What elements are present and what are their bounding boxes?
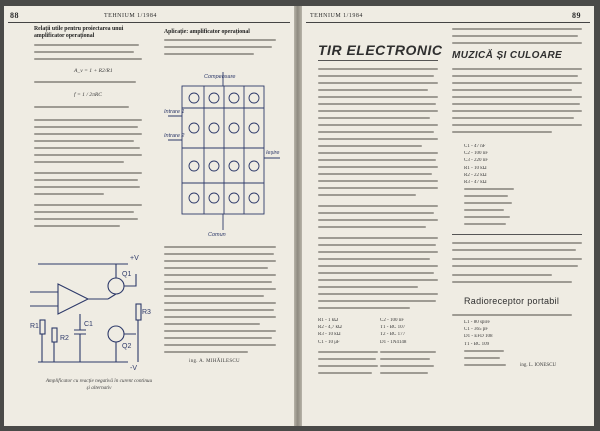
- page-number-left: 88: [10, 11, 19, 20]
- text-line: [452, 274, 552, 276]
- text-line: [164, 267, 268, 269]
- text-line: [34, 58, 142, 60]
- text-line: [34, 172, 142, 174]
- text-line: [34, 204, 142, 206]
- text-line: [164, 274, 276, 276]
- text-line: [464, 364, 506, 366]
- text-line: [34, 81, 136, 83]
- text-line: [318, 159, 436, 161]
- text-line: [318, 152, 438, 154]
- formula-1: A_v = 1 + R2/R1: [74, 68, 113, 74]
- radio-components: [464, 320, 534, 349]
- tir-component: R1 - 1 kΩ: [318, 318, 338, 323]
- text-line: [318, 205, 438, 207]
- article-title-radioreceptor: Radioreceptor portabil: [464, 296, 560, 306]
- schematic-label-common: Comun: [208, 232, 226, 238]
- amplifier-circuit-diagram: [18, 244, 158, 374]
- text-line: [380, 372, 428, 374]
- text-line: [452, 68, 582, 70]
- muzica-component: C1 - 47 nF: [464, 144, 486, 149]
- tir-component: T2 - BC 177: [380, 332, 406, 338]
- muzica-components: [464, 144, 544, 187]
- page-number-right: 89: [572, 11, 581, 20]
- text-line: [452, 42, 582, 44]
- text-line: [34, 126, 138, 128]
- header-rule-left: [8, 22, 290, 23]
- muzica-component: R2 - 22 kΩ: [464, 172, 487, 178]
- text-line: [318, 180, 438, 182]
- text-line: [318, 96, 438, 98]
- tir-component: C2 - 100 nF: [380, 318, 405, 323]
- text-line: [318, 82, 438, 84]
- article-title-tir-electronic: TIR ELECTRONIC: [318, 42, 443, 58]
- muzica-component: R3 - 47 kΩ: [464, 179, 487, 185]
- text-line: [34, 154, 142, 156]
- schematic-label-output: Ieșire: [266, 150, 280, 156]
- text-line: [318, 89, 428, 91]
- tir-component: R2 - 4,7 kΩ: [318, 325, 342, 331]
- binding-gutter: [294, 6, 302, 426]
- tir-components-col1: [318, 318, 378, 347]
- text-line: [164, 53, 254, 55]
- text-line: [318, 237, 438, 239]
- header-rule-right: [306, 22, 590, 23]
- text-line: [318, 279, 438, 281]
- label-minus-v: -V: [130, 365, 137, 372]
- text-line: [318, 293, 438, 295]
- text-line: [318, 187, 438, 189]
- tir-component: C1 - 10 μF: [318, 339, 340, 345]
- text-line: [318, 258, 430, 260]
- schematic-label-input2: Intrare 2: [164, 133, 185, 139]
- text-line: [164, 344, 276, 346]
- text-line: [318, 286, 418, 288]
- text-line: [318, 307, 410, 309]
- text-line: [318, 251, 438, 253]
- right-page: [302, 6, 594, 426]
- text-line: [464, 209, 504, 211]
- article2-signature: ing. A. MIHĂILESCU: [189, 359, 240, 364]
- text-line: [164, 46, 272, 48]
- text-line: [318, 166, 438, 168]
- text-line: [34, 106, 129, 108]
- text-line: [452, 281, 572, 283]
- text-line: [164, 246, 276, 248]
- text-line: [164, 316, 276, 318]
- text-line: [34, 193, 104, 195]
- text-line: [452, 96, 582, 98]
- label-r1: R1: [30, 323, 39, 330]
- radio-component: C1 - 365 pF: [464, 327, 489, 333]
- label-c1: C1: [84, 321, 93, 328]
- text-line: [318, 365, 378, 367]
- text-line: [464, 202, 512, 204]
- tir-component: R3 - 10 kΩ: [318, 332, 341, 338]
- text-line: [318, 272, 434, 274]
- text-line: [318, 117, 430, 119]
- text-line: [380, 351, 436, 353]
- text-line: [464, 223, 506, 225]
- label-q1: Q1: [122, 271, 132, 278]
- text-line: [164, 337, 272, 339]
- text-line: [452, 28, 582, 30]
- text-line: [318, 265, 438, 267]
- text-line: [452, 117, 574, 119]
- muzica-component: C3 - 220 nF: [464, 158, 489, 164]
- text-line: [164, 302, 276, 304]
- text-line: [452, 75, 578, 77]
- text-line: [452, 131, 552, 133]
- text-line: [318, 103, 436, 105]
- schematic-label-compensation: Compensare: [204, 74, 236, 80]
- text-line: [318, 212, 434, 214]
- text-line: [164, 351, 248, 353]
- text-line: [164, 253, 274, 255]
- running-head-right: TEHNIUM 1/1984: [310, 13, 363, 19]
- text-line: [318, 68, 438, 70]
- article1-title: Relații utile pentru proiectarea unui amplificator operațional: [34, 26, 124, 39]
- radio-component: L1 - 80 spire: [464, 320, 490, 325]
- formula-2: f = 1 / 2πRC: [74, 92, 103, 98]
- text-line: [34, 225, 120, 227]
- left-page: [4, 6, 294, 426]
- text-line: [452, 258, 582, 260]
- text-line: [380, 365, 434, 367]
- schematic-label-input1: Intrare 1: [164, 109, 185, 115]
- text-line: [164, 309, 274, 311]
- label-r3: R3: [142, 309, 151, 316]
- text-line: [34, 161, 124, 163]
- text-line: [452, 89, 572, 91]
- text-line: [452, 242, 582, 244]
- text-line: [380, 358, 430, 360]
- text-line: [164, 39, 276, 41]
- text-line: [164, 323, 260, 325]
- label-plus-v: +V: [130, 255, 139, 262]
- radio-signature: ing. L. IONESCU: [520, 363, 557, 368]
- text-line: [318, 110, 438, 112]
- text-line: [34, 186, 140, 188]
- text-line: [452, 110, 582, 112]
- text-line: [452, 124, 582, 126]
- muzica-component: R1 - 10 kΩ: [464, 165, 487, 171]
- text-line: [464, 195, 508, 197]
- opamp-internal-schematic: [164, 68, 284, 238]
- label-q2: Q2: [122, 343, 132, 350]
- text-line: [164, 295, 264, 297]
- text-line: [318, 138, 438, 140]
- label-r2: R2: [60, 335, 69, 342]
- text-line: [34, 218, 138, 220]
- text-line: [34, 133, 142, 135]
- text-line: [318, 244, 436, 246]
- text-line: [318, 145, 422, 147]
- text-line: [318, 75, 434, 77]
- running-head-left: TEHNIUM 1/1984: [104, 13, 157, 19]
- text-line: [452, 82, 582, 84]
- text-line: [464, 357, 500, 359]
- circuit-caption: Amplificator cu reacție negativă în curent continuu și alternativ: [45, 378, 153, 391]
- text-line: [164, 281, 272, 283]
- text-line: [452, 103, 580, 105]
- text-line: [452, 314, 572, 316]
- text-line: [164, 260, 276, 262]
- text-line: [34, 211, 134, 213]
- text-line: [318, 173, 432, 175]
- article-title-muzica-si-culoare: MUZICĂ ȘI CULOARE: [452, 50, 563, 61]
- text-line: [318, 358, 376, 360]
- tir-component: T1 - BC 107: [380, 325, 406, 331]
- text-line: [34, 179, 138, 181]
- text-line: [34, 51, 134, 53]
- radio-component: T1 - BC 109: [464, 341, 490, 347]
- text-line: [34, 44, 139, 46]
- text-line: [164, 330, 276, 332]
- text-line: [164, 288, 276, 290]
- tir-components-col2: [380, 318, 440, 347]
- text-line: [318, 372, 372, 374]
- muzica-component: C2 - 100 nF: [464, 151, 489, 157]
- text-line: [34, 147, 140, 149]
- text-line: [318, 351, 378, 353]
- text-line: [452, 35, 578, 37]
- text-line: [318, 131, 434, 133]
- text-line: [318, 124, 438, 126]
- text-line: [318, 226, 426, 228]
- radio-component: D1 - EFD 108: [464, 334, 493, 340]
- text-line: [464, 350, 504, 352]
- article2-title: Aplicație: amplificator operațional: [164, 29, 250, 35]
- text-line: [34, 119, 142, 121]
- text-line: [34, 140, 134, 142]
- text-line: [452, 265, 578, 267]
- tir-component: D1 - 1N4148: [380, 339, 407, 345]
- text-line: [452, 249, 576, 251]
- text-line: [464, 188, 514, 190]
- text-line: [318, 219, 438, 221]
- text-line: [464, 216, 510, 218]
- text-line: [318, 300, 436, 302]
- text-line: [318, 194, 416, 196]
